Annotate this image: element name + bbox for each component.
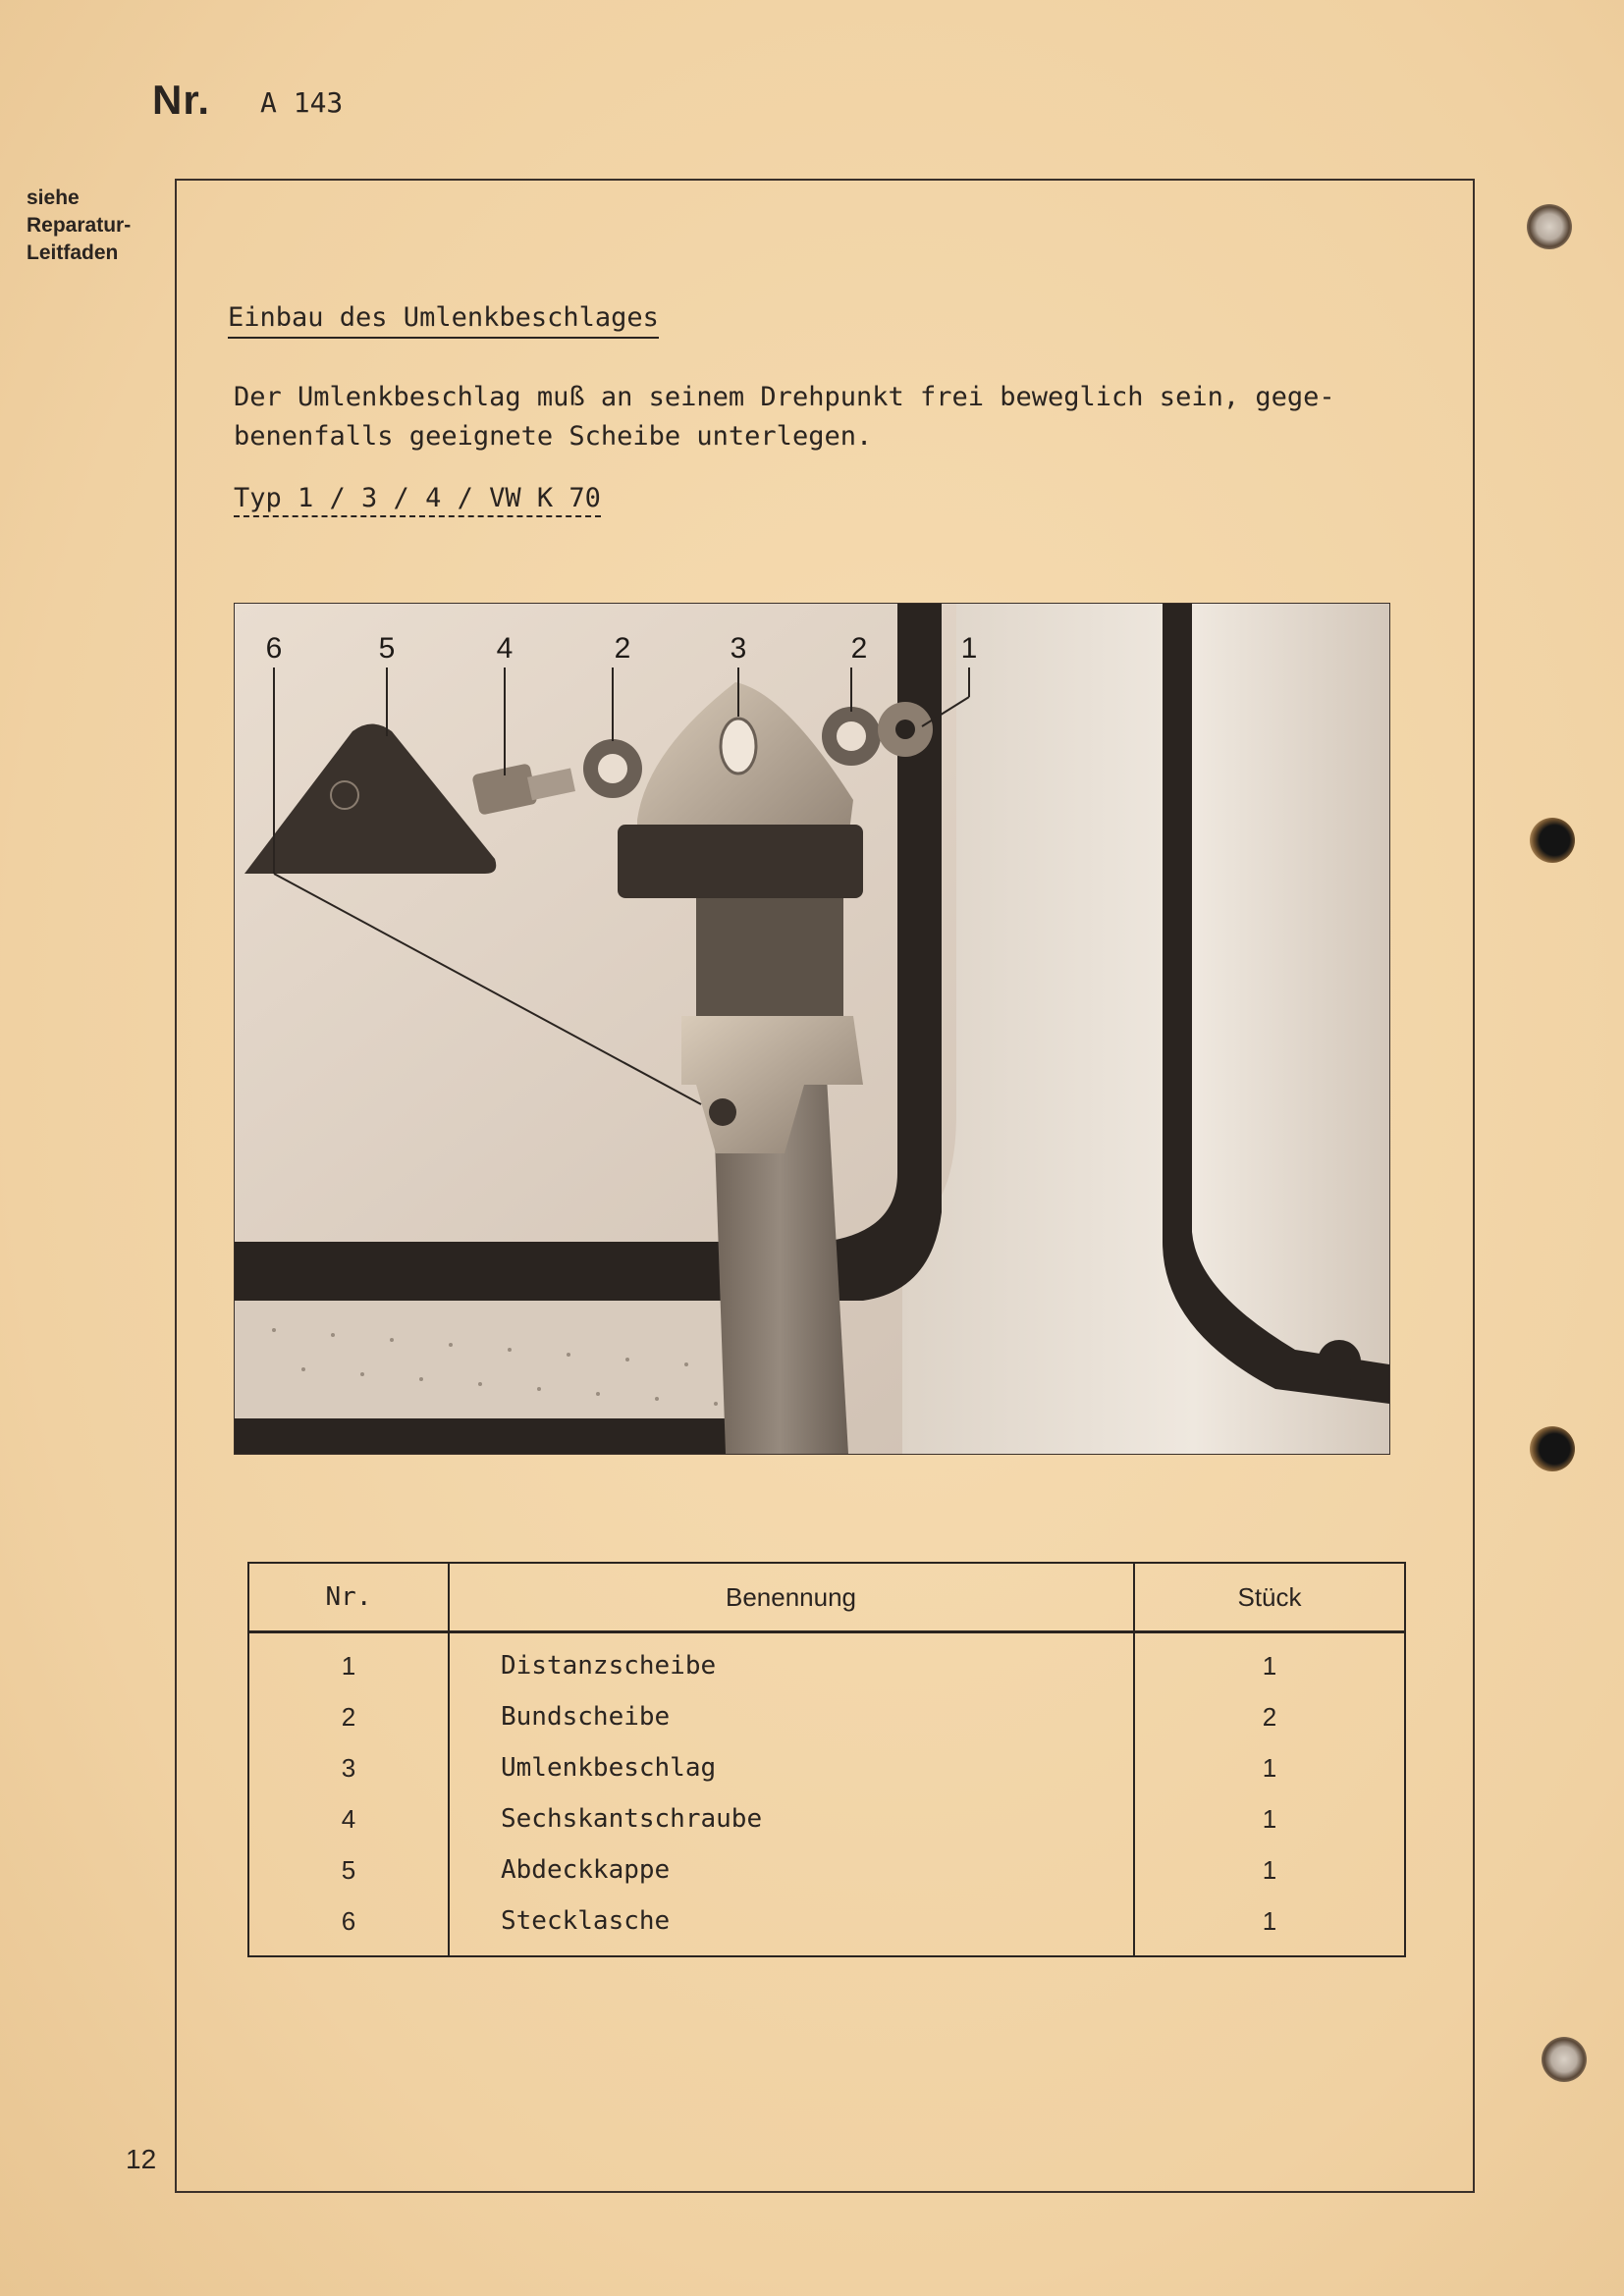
door-lock-knob bbox=[1318, 1340, 1361, 1383]
row-name: Umlenkbeschlag bbox=[449, 1742, 1134, 1793]
row-qty: 1 bbox=[1262, 1803, 1277, 1834]
instruction-paragraph bbox=[234, 378, 1392, 456]
belt-loop bbox=[696, 888, 843, 1016]
row-nr: 2 bbox=[248, 1691, 449, 1742]
side-note-line: Reparatur- bbox=[27, 214, 132, 237]
punch-hole bbox=[1527, 204, 1572, 249]
table-row bbox=[248, 1896, 1405, 1956]
seat-upholstery bbox=[235, 1301, 745, 1418]
callout-label: 2 bbox=[850, 632, 868, 665]
header-nr-label: Nr. bbox=[152, 77, 211, 123]
callout-label: 5 bbox=[378, 632, 396, 665]
callout-label: 3 bbox=[730, 632, 747, 665]
punch-hole bbox=[1530, 1426, 1575, 1471]
paragraph-line: Der Umlenkbeschlag muß an seinem Drehpunkt frei beweglich sein, gege- bbox=[234, 382, 1335, 412]
header-code: A 143 bbox=[260, 86, 344, 119]
row-nr: 1 bbox=[248, 1632, 449, 1692]
door-pillar bbox=[902, 604, 1389, 1454]
row-name: Distanzscheibe bbox=[449, 1632, 1134, 1692]
page-number: 12 bbox=[126, 2144, 157, 2174]
row-name: Sechskantschraube bbox=[449, 1793, 1134, 1844]
callout-label: 2 bbox=[614, 632, 631, 665]
row-nr: 4 bbox=[248, 1793, 449, 1844]
punch-hole bbox=[1542, 2037, 1587, 2082]
callout-label: 1 bbox=[960, 632, 978, 665]
side-note-line: Leitfaden bbox=[27, 241, 119, 264]
callout-label: 6 bbox=[265, 632, 283, 665]
vehicle-type-line: Typ 1 / 3 / 4 / VW K 70 bbox=[234, 483, 601, 517]
header-name: Benennung bbox=[449, 1563, 1134, 1632]
washer-right-hole bbox=[837, 721, 866, 751]
row-qty: 1 bbox=[1262, 1650, 1277, 1681]
parts-photo bbox=[234, 603, 1390, 1455]
punch-hole bbox=[1530, 818, 1575, 863]
row-qty: 1 bbox=[1262, 1854, 1277, 1885]
table-row bbox=[248, 1632, 1405, 1692]
row-nr: 5 bbox=[248, 1844, 449, 1896]
row-nr: 3 bbox=[248, 1742, 449, 1793]
row-name: Abdeckkappe bbox=[449, 1844, 1134, 1896]
header-qty: Stück bbox=[1134, 1563, 1405, 1632]
row-nr: 6 bbox=[248, 1896, 449, 1956]
fitting-hole bbox=[721, 719, 756, 774]
side-note bbox=[27, 185, 144, 267]
table-row bbox=[248, 1844, 1405, 1896]
side-note-line: siehe bbox=[27, 187, 80, 209]
paragraph-line: benenfalls geeignete Scheibe unterlegen. bbox=[234, 421, 873, 452]
callout-label: 4 bbox=[496, 632, 514, 665]
table-row bbox=[248, 1691, 1405, 1742]
washer-left-hole bbox=[598, 754, 627, 783]
row-name: Stecklasche bbox=[449, 1896, 1134, 1956]
plug-plate-hole bbox=[709, 1098, 736, 1126]
row-qty: 1 bbox=[1262, 1905, 1277, 1936]
row-name: Bundscheibe bbox=[449, 1691, 1134, 1742]
section-title: Einbau des Umlenkbeschlages bbox=[228, 302, 659, 339]
row-qty: 2 bbox=[1262, 1701, 1277, 1732]
spacer-disc-hole bbox=[895, 720, 915, 739]
parts-table bbox=[247, 1562, 1406, 1957]
table-row bbox=[248, 1793, 1405, 1844]
seat-base bbox=[235, 1418, 745, 1454]
table-row bbox=[248, 1742, 1405, 1793]
fitting-buckle-frame bbox=[618, 825, 863, 898]
row-qty: 1 bbox=[1262, 1752, 1277, 1783]
header-nr: Nr. bbox=[248, 1563, 449, 1632]
